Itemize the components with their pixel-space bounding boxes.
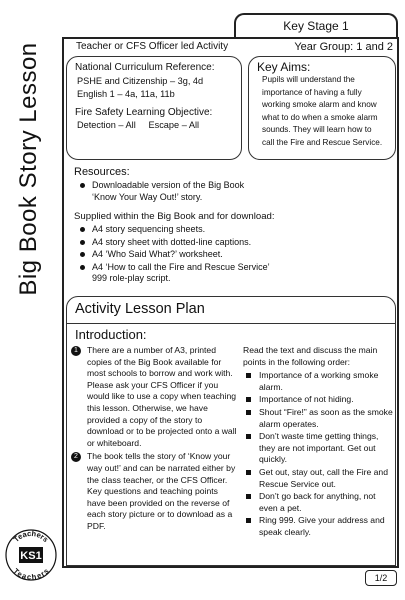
page-number: 1/2 <box>365 570 397 586</box>
step-item <box>71 451 237 532</box>
year-group: Year Group: 1 and 2 <box>294 41 393 53</box>
key-aims-line: what to do when a smoke alarm <box>262 112 378 122</box>
divider <box>67 323 395 324</box>
list-item: Don’t go back for anything, not even a pet. <box>245 491 393 514</box>
curriculum-heading: National Curriculum Reference: <box>75 62 215 73</box>
points-intro: Read the text and discuss the main points in the following order: <box>243 345 378 367</box>
list-item: Don’t waste time getting things, they are not important. Get out quickly. <box>245 431 393 466</box>
list-item: A4 ‘Who Said What?’ worksheet. <box>80 249 396 261</box>
step-text: The book tells the story of ‘Know your way out!’ and can be narrated either by the class teacher, or the CFS Officer. Key questions and teaching points have been provided on the reverse of each story picture or to download as a PDF. <box>87 451 236 531</box>
logo-bottom-text: Teachers <box>11 566 51 582</box>
key-aims-line: Pupils will understand the <box>262 75 355 84</box>
side-title-text: Big Book Story Lesson <box>15 42 42 296</box>
list-item: A4 story sheet with dotted-line captions. <box>80 237 396 249</box>
side-title <box>4 30 44 320</box>
key-aims-line: working smoke alarm and know <box>262 100 377 110</box>
step-text: There are a number of A3, printed copies of the Big Book available for most schools to borrow and work with. Please ask your CFS Officer if you would like to use a copy when teaching this lesson. Otherwise, we have provided a copy of the story to download or to be projected onto a wall or whiteboard. <box>87 345 237 448</box>
resources-list <box>66 180 396 203</box>
objective-line: Detection – All Escape – All <box>77 120 200 130</box>
key-stage-label: Key Stage 1 <box>283 19 349 33</box>
logo-top-text: Teachers <box>11 528 51 544</box>
steps-column <box>71 345 237 535</box>
list-item: Shout “Fire!” as soon as the smoke alarm operates. <box>245 407 393 430</box>
frame-right-border <box>397 37 399 566</box>
activity-plan-box <box>66 296 396 566</box>
activity-plan-heading: Activity Lesson Plan <box>75 301 205 317</box>
key-aims-body <box>257 74 387 150</box>
objective-heading: Fire Safety Learning Objective: <box>75 106 213 118</box>
introduction-heading: Introduction: <box>75 327 147 342</box>
curriculum-line: PSHE and Citizenship – 3g, 4d <box>77 75 204 86</box>
logo-middle-text: KS1 <box>20 550 42 562</box>
list-item: Ring 999. Give your address and speak clearly. <box>245 515 393 538</box>
key-aims-heading: Key Aims: <box>257 60 311 74</box>
teachers-ks1-logo <box>4 528 58 582</box>
footer-divider <box>62 566 399 568</box>
points-list <box>243 370 393 538</box>
key-aims-box <box>248 56 396 160</box>
list-item: Downloadable version of the Big Book ‘Know Your Way Out!’ story. <box>80 180 396 203</box>
points-column <box>243 345 393 540</box>
key-aims-line: sounds. They will learn how to <box>262 125 372 135</box>
resources-section <box>66 166 396 286</box>
supplied-list <box>66 224 396 285</box>
list-item: Importance of a working smoke alarm. <box>245 370 393 393</box>
key-stage-tab <box>234 13 398 39</box>
activity-type: Teacher or CFS Officer led Activity <box>76 41 229 52</box>
step-number: 2 <box>71 452 81 462</box>
supplied-heading: Supplied within the Big Book and for download: <box>74 211 275 222</box>
key-aims-line: call the Fire and Rescue Service. <box>262 137 383 147</box>
step-item <box>71 345 237 449</box>
list-item: Get out, stay out, call the Fire and Rescue Service out. <box>245 467 393 490</box>
list-item: A4 story sequencing sheets. <box>80 224 396 236</box>
list-item: Importance of not hiding. <box>245 394 393 406</box>
list-item: A4 ‘How to call the Fire and Rescue Service’ 999 role-play script. <box>80 262 396 285</box>
step-number: 1 <box>71 346 81 356</box>
frame-left-border <box>62 37 64 566</box>
curriculum-box <box>66 56 242 160</box>
resources-heading: Resources: <box>74 166 130 178</box>
curriculum-line: English 1 – 4a, 11a, 11b <box>77 89 175 99</box>
key-aims-line: importance of having a fully <box>262 87 362 97</box>
